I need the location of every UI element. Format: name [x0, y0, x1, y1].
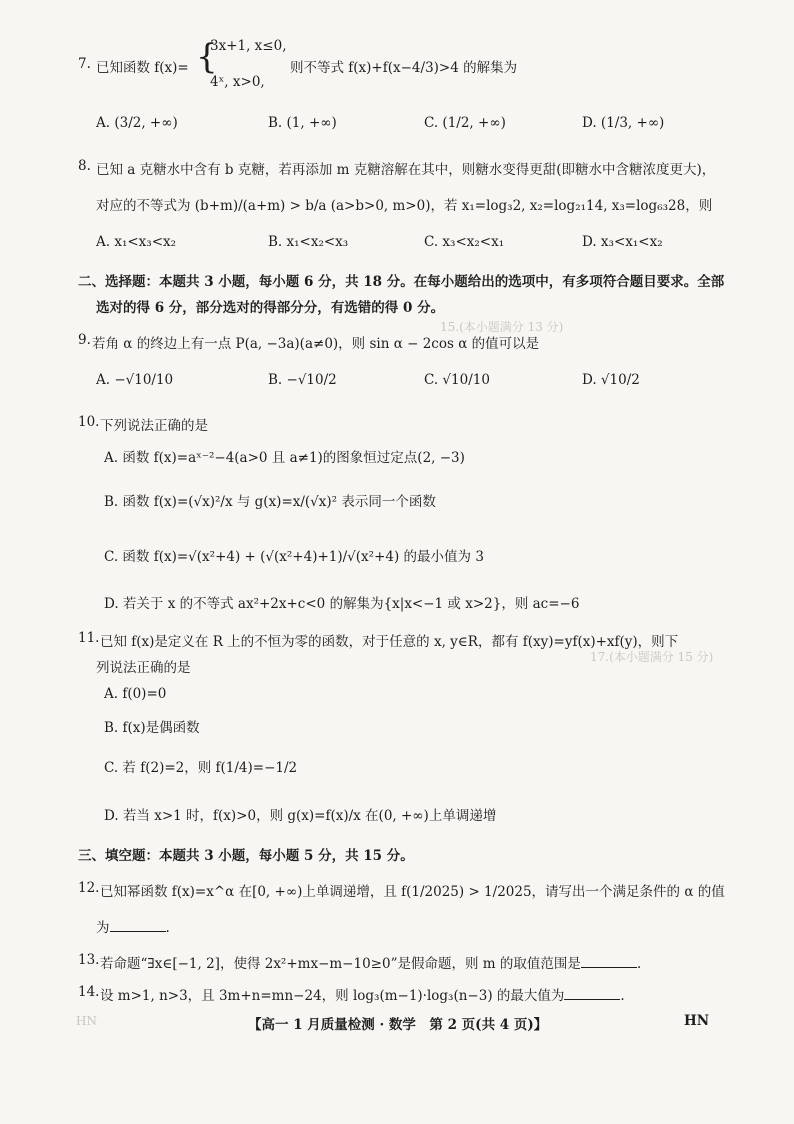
- question-9-stem: 若角 α 的终边上有一点 P(a, −3a)(a≠0)，则 sin α − 2cos α 的值可以是: [92, 336, 540, 352]
- question-7-stem-suffix: 则不等式 f(x)+f(x−4/3)>4 的解集为: [290, 60, 518, 76]
- question-14-number: 14.: [78, 984, 100, 1000]
- question-8-option-a[interactable]: A. x₁<x₃<x₂: [96, 234, 177, 250]
- question-14-suffix: .: [620, 988, 625, 1004]
- answer-blank-13[interactable]: [581, 955, 637, 968]
- question-12-line-2: [96, 916, 170, 936]
- question-8-number: 8.: [78, 158, 91, 174]
- question-14-line: [100, 984, 625, 1004]
- question-9-option-b[interactable]: B. −√10/2: [268, 372, 337, 388]
- question-10-option-d[interactable]: D. 若关于 x 的不等式 ax²+2x+c<0 的解集为{x|x<−1 或 x>2}，则 ac=−6: [104, 596, 580, 612]
- question-7-option-a[interactable]: A. (3/2, +∞): [96, 115, 178, 131]
- question-11-option-a[interactable]: A. f(0)=0: [104, 686, 167, 702]
- piecewise-brace-icon: {: [196, 37, 218, 77]
- answer-blank-12[interactable]: [110, 919, 166, 932]
- question-9-option-a[interactable]: A. −√10/10: [96, 372, 174, 388]
- question-11-number: 11.: [78, 630, 100, 646]
- question-8-line-2: 对应的不等式为 (b+m)/(a+m) > b/a (a>b>0, m>0)，若 x₁=log₃2, x₂=log₂₁14, x₃=log₆₃28，则: [96, 198, 713, 214]
- question-11-option-c[interactable]: C. 若 f(2)=2，则 f(1/4)=−1/2: [104, 760, 298, 776]
- question-10-stem: 下列说法正确的是: [100, 418, 208, 434]
- question-12-line-1: 已知幂函数 f(x)=x^α 在[0, +∞)上单调递增，且 f(1/2025) > 1/2025，请写出一个满足条件的 α 的值: [100, 884, 725, 900]
- section-2-heading-cont: 选对的得 6 分，部分选对的得部分分，有选错的得 0 分。: [96, 300, 445, 316]
- question-8-option-b[interactable]: B. x₁<x₂<x₃: [268, 234, 349, 250]
- question-13-text: 若命题“∃x∈[−1, 2]，使得 2x²+mx−m−10≥0”是假命题，则 m 的取值范围是: [100, 956, 581, 972]
- question-7-stem-prefix: 已知函数 f(x)=: [96, 60, 189, 76]
- question-13-number: 13.: [78, 952, 100, 968]
- question-7-piece-1: 3x+1, x≤0,: [210, 38, 287, 54]
- question-12-number: 12.: [78, 880, 100, 896]
- question-12-line-2-suffix: .: [165, 920, 170, 936]
- question-7-option-c[interactable]: C. (1/2, +∞): [424, 115, 506, 131]
- footer-region-code: HN: [684, 1013, 710, 1029]
- bleed-through-text: HN: [76, 1014, 97, 1028]
- question-10-option-c[interactable]: C. 函数 f(x)=√(x²+4) + (√(x²+4)+1)/√(x²+4) 的最小值为 3: [104, 549, 484, 565]
- question-11-option-b[interactable]: B. f(x)是偶函数: [104, 720, 200, 736]
- bleed-through-text: 15.(本小题满分 13 分): [440, 320, 564, 334]
- question-7-option-d[interactable]: D. (1/3, +∞): [582, 115, 665, 131]
- question-7-number: 7.: [78, 56, 91, 72]
- question-9-option-d[interactable]: D. √10/2: [582, 372, 640, 388]
- question-9-option-c[interactable]: C. √10/10: [424, 372, 490, 388]
- question-11-line-2: 列说法正确的是: [96, 660, 191, 676]
- page-footer: 【高一 1 月质量检测 · 数学 第 2 页(共 4 页)】: [248, 1017, 548, 1033]
- question-8-line-1: 已知 a 克糖水中含有 b 克糖，若再添加 m 克糖溶解在其中，则糖水变得更甜(即糖水中含糖浓度更大)，: [96, 162, 716, 178]
- question-7-option-b[interactable]: B. (1, +∞): [268, 115, 337, 131]
- question-9-number: 9.: [78, 332, 91, 348]
- question-11-option-d[interactable]: D. 若当 x>1 时，f(x)>0，则 g(x)=f(x)/x 在(0, +∞)上单调递增: [104, 808, 497, 824]
- question-10-option-a[interactable]: A. 函数 f(x)=aˣ⁻²−4(a>0 且 a≠1)的图象恒过定点(2, −3): [104, 450, 465, 466]
- question-7-piece-2: 4ˣ, x>0,: [210, 74, 265, 90]
- question-11-line-1: 已知 f(x)是定义在 R 上的不恒为零的函数，对于任意的 x, y∈R，都有 f(xy)=yf(x)+xf(y)，则下: [100, 634, 679, 650]
- question-14-text: 设 m>1, n>3，且 3m+n=mn−24，则 log₃(m−1)·log₃(n−3) 的最大值为: [100, 988, 565, 1004]
- question-8-option-c[interactable]: C. x₃<x₂<x₁: [424, 234, 505, 250]
- answer-blank-14[interactable]: [564, 987, 620, 1000]
- bleed-through-text: 17.(本小题满分 15 分): [590, 650, 714, 664]
- section-3-heading: 三、填空题：本题共 3 小题，每小题 5 分，共 15 分。: [78, 848, 414, 864]
- question-10-number: 10.: [78, 414, 100, 430]
- question-12-line-2-prefix: 为: [96, 920, 110, 936]
- question-10-option-b[interactable]: B. 函数 f(x)=(√x)²/x 与 g(x)=x/(√x)² 表示同一个函数: [104, 494, 436, 510]
- question-8-option-d[interactable]: D. x₃<x₁<x₂: [582, 234, 663, 250]
- question-13-line: [100, 952, 641, 972]
- question-13-suffix: .: [636, 956, 642, 972]
- section-2-heading: 二、选择题：本题共 3 小题，每小题 6 分，共 18 分。在每小题给出的选项中，有多项符合题目要求。全部: [78, 274, 725, 290]
